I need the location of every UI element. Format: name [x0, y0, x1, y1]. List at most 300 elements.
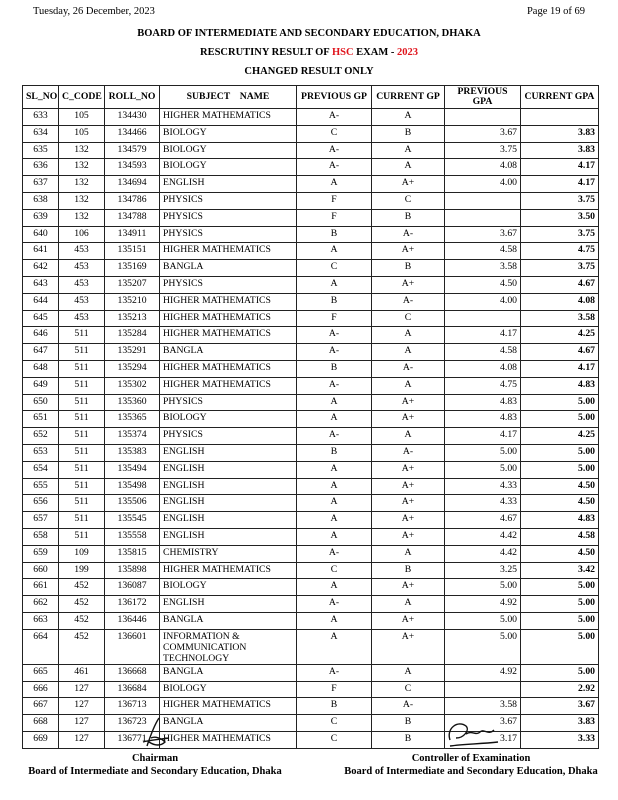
subtitle-prefix: RESCRUTINY RESULT OF — [199, 47, 332, 58]
previous-gp-cell: A- — [297, 344, 372, 361]
previous-gp-cell: B — [297, 698, 372, 715]
subtitle-exam: HSC — [331, 47, 354, 58]
sl-no-cell: 669 — [23, 731, 59, 748]
sl-no-cell: 664 — [23, 629, 59, 664]
current-gpa-cell: 5.00 — [521, 579, 599, 596]
previous-gpa-cell — [445, 310, 521, 327]
subject-cell: ENGLISH — [160, 461, 297, 478]
sl-no-cell: 665 — [23, 664, 59, 681]
controller-title: Controller of Examination — [411, 753, 531, 764]
current-gpa-cell: 3.33 — [521, 731, 599, 748]
sl-no-cell: 662 — [23, 596, 59, 613]
previous-gpa-cell: 4.58 — [445, 243, 521, 260]
sl-no-cell: 652 — [23, 428, 59, 445]
previous-gp-cell: A — [297, 579, 372, 596]
sl-no-cell: 637 — [23, 176, 59, 193]
subject-cell: ENGLISH — [160, 528, 297, 545]
sl-no-cell: 668 — [23, 715, 59, 732]
sl-no-cell: 660 — [23, 562, 59, 579]
previous-gpa-cell: 4.58 — [445, 344, 521, 361]
current-gpa-cell: 4.25 — [521, 428, 599, 445]
current-gp-cell: A+ — [372, 243, 445, 260]
previous-gpa-cell: 4.50 — [445, 276, 521, 293]
previous-gpa-cell: 4.92 — [445, 596, 521, 613]
table-row — [23, 394, 599, 411]
col-header-previous-gpa: PREVIOUS GPA — [445, 86, 521, 109]
col-header-subject-name: SUBJECT NAME — [160, 86, 297, 109]
roll-no-cell: 135294 — [105, 360, 160, 377]
c-code-cell: 461 — [59, 664, 105, 681]
table-row — [23, 444, 599, 461]
roll-no-cell: 134593 — [105, 159, 160, 176]
c-code-cell: 199 — [59, 562, 105, 579]
subject-cell: HIGHER MATHEMATICS — [160, 377, 297, 394]
col-header-previous-gp: PREVIOUS GP — [297, 86, 372, 109]
roll-no-cell: 135291 — [105, 344, 160, 361]
c-code-cell: 511 — [59, 360, 105, 377]
table-row — [23, 327, 599, 344]
previous-gp-cell: A- — [297, 596, 372, 613]
current-gpa-cell: 3.75 — [521, 260, 599, 277]
current-gp-cell: A+ — [372, 478, 445, 495]
roll-no-cell: 135506 — [105, 495, 160, 512]
subject-cell: HIGHER MATHEMATICS — [160, 360, 297, 377]
current-gpa-cell: 4.67 — [521, 344, 599, 361]
table-row — [23, 681, 599, 698]
results-table — [22, 85, 599, 749]
roll-no-cell: 135494 — [105, 461, 160, 478]
current-gpa-cell: 4.83 — [521, 512, 599, 529]
roll-no-cell: 136723 — [105, 715, 160, 732]
current-gpa-cell — [521, 109, 599, 126]
c-code-cell: 511 — [59, 461, 105, 478]
current-gp-cell: B — [372, 562, 445, 579]
current-gp-cell: A — [372, 159, 445, 176]
sl-no-cell: 661 — [23, 579, 59, 596]
table-row — [23, 698, 599, 715]
current-gpa-cell: 3.58 — [521, 310, 599, 327]
table-row — [23, 579, 599, 596]
previous-gp-cell: A- — [297, 109, 372, 126]
roll-no-cell: 135545 — [105, 512, 160, 529]
c-code-cell: 127 — [59, 715, 105, 732]
previous-gp-cell: A- — [297, 159, 372, 176]
sl-no-cell: 649 — [23, 377, 59, 394]
previous-gpa-cell — [445, 109, 521, 126]
subject-cell: BIOLOGY — [160, 125, 297, 142]
current-gpa-cell: 2.92 — [521, 681, 599, 698]
roll-no-cell: 134786 — [105, 192, 160, 209]
previous-gp-cell: F — [297, 310, 372, 327]
c-code-cell: 453 — [59, 293, 105, 310]
current-gp-cell: A+ — [372, 512, 445, 529]
previous-gpa-cell: 5.00 — [445, 579, 521, 596]
previous-gp-cell: B — [297, 226, 372, 243]
c-code-cell: 452 — [59, 629, 105, 664]
previous-gpa-cell: 3.58 — [445, 260, 521, 277]
current-gpa-cell: 3.83 — [521, 125, 599, 142]
table-row — [23, 664, 599, 681]
previous-gpa-cell: 3.17 — [445, 731, 521, 748]
current-gpa-cell: 3.83 — [521, 142, 599, 159]
table-row — [23, 545, 599, 562]
previous-gpa-cell: 4.00 — [445, 293, 521, 310]
col-header-current-gpa: CURRENT GPA — [521, 86, 599, 109]
current-gpa-cell: 4.50 — [521, 545, 599, 562]
subject-cell: BIOLOGY — [160, 411, 297, 428]
c-code-cell: 132 — [59, 142, 105, 159]
c-code-cell: 132 — [59, 176, 105, 193]
roll-no-cell: 135498 — [105, 478, 160, 495]
previous-gpa-cell: 4.08 — [445, 360, 521, 377]
table-header-row — [23, 86, 599, 109]
table-row — [23, 276, 599, 293]
results-table-body — [23, 109, 599, 749]
table-row — [23, 411, 599, 428]
roll-no-cell: 135169 — [105, 260, 160, 277]
c-code-cell: 105 — [59, 125, 105, 142]
subject-cell: PHYSICS — [160, 226, 297, 243]
table-row — [23, 377, 599, 394]
table-row — [23, 612, 599, 629]
previous-gpa-cell: 4.33 — [445, 478, 521, 495]
roll-no-cell: 135302 — [105, 377, 160, 394]
previous-gpa-cell: 3.67 — [445, 226, 521, 243]
previous-gpa-cell: 5.00 — [445, 461, 521, 478]
table-row — [23, 428, 599, 445]
c-code-cell: 453 — [59, 260, 105, 277]
roll-no-cell: 134430 — [105, 109, 160, 126]
subject-cell: HIGHER MATHEMATICS — [160, 293, 297, 310]
roll-no-cell: 135360 — [105, 394, 160, 411]
previous-gp-cell: A — [297, 495, 372, 512]
subject-cell: BANGLA — [160, 344, 297, 361]
previous-gp-cell: F — [297, 192, 372, 209]
table-row — [23, 142, 599, 159]
previous-gpa-cell: 4.67 — [445, 512, 521, 529]
table-row — [23, 478, 599, 495]
c-code-cell: 511 — [59, 377, 105, 394]
previous-gp-cell: F — [297, 681, 372, 698]
roll-no-cell: 136684 — [105, 681, 160, 698]
previous-gp-cell: A- — [297, 664, 372, 681]
current-gp-cell: A+ — [372, 276, 445, 293]
table-row — [23, 629, 599, 664]
subject-cell: PHYSICS — [160, 192, 297, 209]
sl-no-cell: 638 — [23, 192, 59, 209]
table-row — [23, 226, 599, 243]
table-row — [23, 596, 599, 613]
col-header-c-code: C_CODE — [59, 86, 105, 109]
previous-gp-cell: A — [297, 528, 372, 545]
subject-cell: BIOLOGY — [160, 142, 297, 159]
subject-cell: CHEMISTRY — [160, 545, 297, 562]
c-code-cell: 453 — [59, 310, 105, 327]
c-code-cell: 511 — [59, 495, 105, 512]
current-gpa-cell: 3.75 — [521, 192, 599, 209]
current-gp-cell: B — [372, 260, 445, 277]
previous-gpa-cell: 3.67 — [445, 125, 521, 142]
c-code-cell: 511 — [59, 344, 105, 361]
c-code-cell: 511 — [59, 394, 105, 411]
sl-no-cell: 658 — [23, 528, 59, 545]
current-gpa-cell: 5.00 — [521, 612, 599, 629]
previous-gpa-cell: 4.83 — [445, 394, 521, 411]
previous-gpa-cell: 4.17 — [445, 327, 521, 344]
previous-gpa-cell: 4.00 — [445, 176, 521, 193]
current-gpa-cell: 4.58 — [521, 528, 599, 545]
c-code-cell: 127 — [59, 731, 105, 748]
previous-gpa-cell: 4.08 — [445, 159, 521, 176]
c-code-cell: 132 — [59, 159, 105, 176]
roll-no-cell: 136601 — [105, 629, 160, 664]
previous-gp-cell: C — [297, 715, 372, 732]
c-code-cell: 511 — [59, 444, 105, 461]
roll-no-cell: 134911 — [105, 226, 160, 243]
subject-cell: HIGHER MATHEMATICS — [160, 731, 297, 748]
c-code-cell: 511 — [59, 428, 105, 445]
current-gpa-cell: 4.50 — [521, 478, 599, 495]
print-date: Tuesday, 26 December, 2023 — [33, 6, 155, 17]
section-title: CHANGED RESULT ONLY — [244, 66, 374, 77]
c-code-cell: 132 — [59, 209, 105, 226]
current-gpa-cell: 5.00 — [521, 629, 599, 664]
previous-gp-cell: A — [297, 276, 372, 293]
subject-cell: HIGHER MATHEMATICS — [160, 562, 297, 579]
sl-no-cell: 656 — [23, 495, 59, 512]
subject-cell: HIGHER MATHEMATICS — [160, 109, 297, 126]
current-gp-cell: A+ — [372, 495, 445, 512]
roll-no-cell: 136446 — [105, 612, 160, 629]
current-gp-cell: A- — [372, 698, 445, 715]
board-title: BOARD OF INTERMEDIATE AND SECONDARY EDUCATION, DHAKA — [137, 28, 481, 39]
previous-gpa-cell — [445, 681, 521, 698]
chairman-org: Board of Intermediate and Secondary Education, Dhaka — [28, 766, 282, 777]
previous-gp-cell: A — [297, 176, 372, 193]
current-gp-cell: A+ — [372, 629, 445, 664]
previous-gp-cell: C — [297, 562, 372, 579]
current-gp-cell: A- — [372, 444, 445, 461]
previous-gpa-cell: 4.75 — [445, 377, 521, 394]
controller-signature-block — [340, 716, 602, 778]
c-code-cell: 452 — [59, 612, 105, 629]
previous-gpa-cell: 4.42 — [445, 528, 521, 545]
subject-cell: ENGLISH — [160, 176, 297, 193]
roll-no-cell: 136771 — [105, 731, 160, 748]
current-gpa-cell: 4.75 — [521, 243, 599, 260]
previous-gp-cell: A- — [297, 545, 372, 562]
sl-no-cell: 641 — [23, 243, 59, 260]
roll-no-cell: 135558 — [105, 528, 160, 545]
subject-cell: BANGLA — [160, 612, 297, 629]
current-gpa-cell: 3.75 — [521, 226, 599, 243]
subject-cell: PHYSICS — [160, 209, 297, 226]
roll-no-cell: 134788 — [105, 209, 160, 226]
subject-cell: HIGHER MATHEMATICS — [160, 327, 297, 344]
table-row — [23, 528, 599, 545]
previous-gp-cell: B — [297, 360, 372, 377]
c-code-cell: 105 — [59, 109, 105, 126]
controller-org: Board of Intermediate and Secondary Education, Dhaka — [344, 766, 598, 777]
roll-no-cell: 135815 — [105, 545, 160, 562]
table-row — [23, 344, 599, 361]
c-code-cell: 453 — [59, 276, 105, 293]
sl-no-cell: 657 — [23, 512, 59, 529]
previous-gp-cell: A — [297, 411, 372, 428]
previous-gpa-cell: 4.33 — [445, 495, 521, 512]
previous-gpa-cell: 5.00 — [445, 612, 521, 629]
subject-cell: PHYSICS — [160, 276, 297, 293]
roll-no-cell: 136172 — [105, 596, 160, 613]
controller-signature-icon — [436, 716, 506, 750]
previous-gpa-cell — [445, 192, 521, 209]
c-code-cell: 511 — [59, 478, 105, 495]
previous-gp-cell: A — [297, 461, 372, 478]
previous-gpa-cell: 4.83 — [445, 411, 521, 428]
c-code-cell: 452 — [59, 579, 105, 596]
previous-gpa-cell: 4.92 — [445, 664, 521, 681]
roll-no-cell: 136087 — [105, 579, 160, 596]
sl-no-cell: 639 — [23, 209, 59, 226]
current-gp-cell: A- — [372, 360, 445, 377]
c-code-cell: 452 — [59, 596, 105, 613]
subject-cell: BIOLOGY — [160, 159, 297, 176]
current-gpa-cell: 4.17 — [521, 159, 599, 176]
c-code-cell: 127 — [59, 681, 105, 698]
current-gp-cell: B — [372, 209, 445, 226]
table-row — [23, 125, 599, 142]
sl-no-cell: 653 — [23, 444, 59, 461]
sl-no-cell: 633 — [23, 109, 59, 126]
table-row — [23, 293, 599, 310]
roll-no-cell: 135284 — [105, 327, 160, 344]
previous-gp-cell: F — [297, 209, 372, 226]
previous-gpa-cell: 4.42 — [445, 545, 521, 562]
current-gp-cell: C — [372, 192, 445, 209]
table-row — [23, 260, 599, 277]
sl-no-cell: 646 — [23, 327, 59, 344]
chairman-title: Chairman — [131, 753, 179, 764]
sl-no-cell: 663 — [23, 612, 59, 629]
sl-no-cell: 667 — [23, 698, 59, 715]
c-code-cell: 511 — [59, 411, 105, 428]
sl-no-cell: 640 — [23, 226, 59, 243]
previous-gp-cell: A- — [297, 428, 372, 445]
current-gp-cell: A — [372, 142, 445, 159]
subject-cell: HIGHER MATHEMATICS — [160, 243, 297, 260]
sl-no-cell: 643 — [23, 276, 59, 293]
sl-no-cell: 650 — [23, 394, 59, 411]
subject-cell: PHYSICS — [160, 428, 297, 445]
previous-gpa-cell: 4.17 — [445, 428, 521, 445]
current-gpa-cell: 3.83 — [521, 715, 599, 732]
current-gp-cell: B — [372, 731, 445, 748]
page-number: Page 19 of 69 — [526, 6, 585, 17]
subtitle-year: 2023 — [397, 47, 418, 58]
roll-no-cell: 135365 — [105, 411, 160, 428]
previous-gp-cell: C — [297, 125, 372, 142]
col-header-current-gp: CURRENT GP — [372, 86, 445, 109]
current-gpa-cell: 5.00 — [521, 411, 599, 428]
current-gp-cell: A — [372, 344, 445, 361]
previous-gp-cell: A- — [297, 377, 372, 394]
current-gp-cell: A — [372, 545, 445, 562]
exam-subtitle — [0, 47, 618, 58]
previous-gpa-cell: 5.00 — [445, 629, 521, 664]
current-gpa-cell: 4.83 — [521, 377, 599, 394]
subject-cell: BIOLOGY — [160, 681, 297, 698]
roll-no-cell: 135207 — [105, 276, 160, 293]
current-gp-cell: B — [372, 125, 445, 142]
c-code-cell: 511 — [59, 528, 105, 545]
c-code-cell: 511 — [59, 512, 105, 529]
sl-no-cell: 636 — [23, 159, 59, 176]
roll-no-cell: 135898 — [105, 562, 160, 579]
col-header-roll-no: ROLL_NO — [105, 86, 160, 109]
current-gpa-cell: 3.42 — [521, 562, 599, 579]
subject-cell: ENGLISH — [160, 444, 297, 461]
current-gpa-cell: 4.25 — [521, 327, 599, 344]
current-gp-cell: A+ — [372, 528, 445, 545]
subject-cell: BIOLOGY — [160, 579, 297, 596]
table-row — [23, 243, 599, 260]
subject-cell: ENGLISH — [160, 512, 297, 529]
sl-no-cell: 666 — [23, 681, 59, 698]
subject-cell: BANGLA — [160, 664, 297, 681]
previous-gp-cell: A- — [297, 327, 372, 344]
table-row — [23, 310, 599, 327]
roll-no-cell: 134466 — [105, 125, 160, 142]
subject-cell: HIGHER MATHEMATICS — [160, 698, 297, 715]
subject-cell: HIGHER MATHEMATICS — [160, 310, 297, 327]
previous-gp-cell: A — [297, 629, 372, 664]
table-row — [23, 176, 599, 193]
current-gpa-cell: 4.08 — [521, 293, 599, 310]
previous-gp-cell: B — [297, 444, 372, 461]
table-row — [23, 192, 599, 209]
sl-no-cell: 654 — [23, 461, 59, 478]
table-row — [23, 159, 599, 176]
subject-cell: ENGLISH — [160, 478, 297, 495]
current-gp-cell: C — [372, 310, 445, 327]
roll-no-cell: 134694 — [105, 176, 160, 193]
c-code-cell: 127 — [59, 698, 105, 715]
previous-gp-cell: A — [297, 478, 372, 495]
sl-no-cell: 651 — [23, 411, 59, 428]
sl-no-cell: 645 — [23, 310, 59, 327]
subject-cell: ENGLISH — [160, 495, 297, 512]
current-gp-cell: A+ — [372, 176, 445, 193]
sl-no-cell: 634 — [23, 125, 59, 142]
current-gp-cell: C — [372, 681, 445, 698]
previous-gpa-cell: 3.75 — [445, 142, 521, 159]
current-gpa-cell: 4.50 — [521, 495, 599, 512]
table-row — [23, 495, 599, 512]
current-gpa-cell: 3.67 — [521, 698, 599, 715]
previous-gp-cell: B — [297, 293, 372, 310]
current-gpa-cell: 4.67 — [521, 276, 599, 293]
roll-no-cell: 136713 — [105, 698, 160, 715]
current-gp-cell: A — [372, 428, 445, 445]
col-header-sl-no: SL_NO — [23, 86, 59, 109]
roll-no-cell: 136668 — [105, 664, 160, 681]
sl-no-cell: 647 — [23, 344, 59, 361]
current-gp-cell: A+ — [372, 461, 445, 478]
current-gpa-cell: 5.00 — [521, 394, 599, 411]
current-gp-cell: A — [372, 327, 445, 344]
sl-no-cell: 648 — [23, 360, 59, 377]
current-gpa-cell: 4.17 — [521, 176, 599, 193]
